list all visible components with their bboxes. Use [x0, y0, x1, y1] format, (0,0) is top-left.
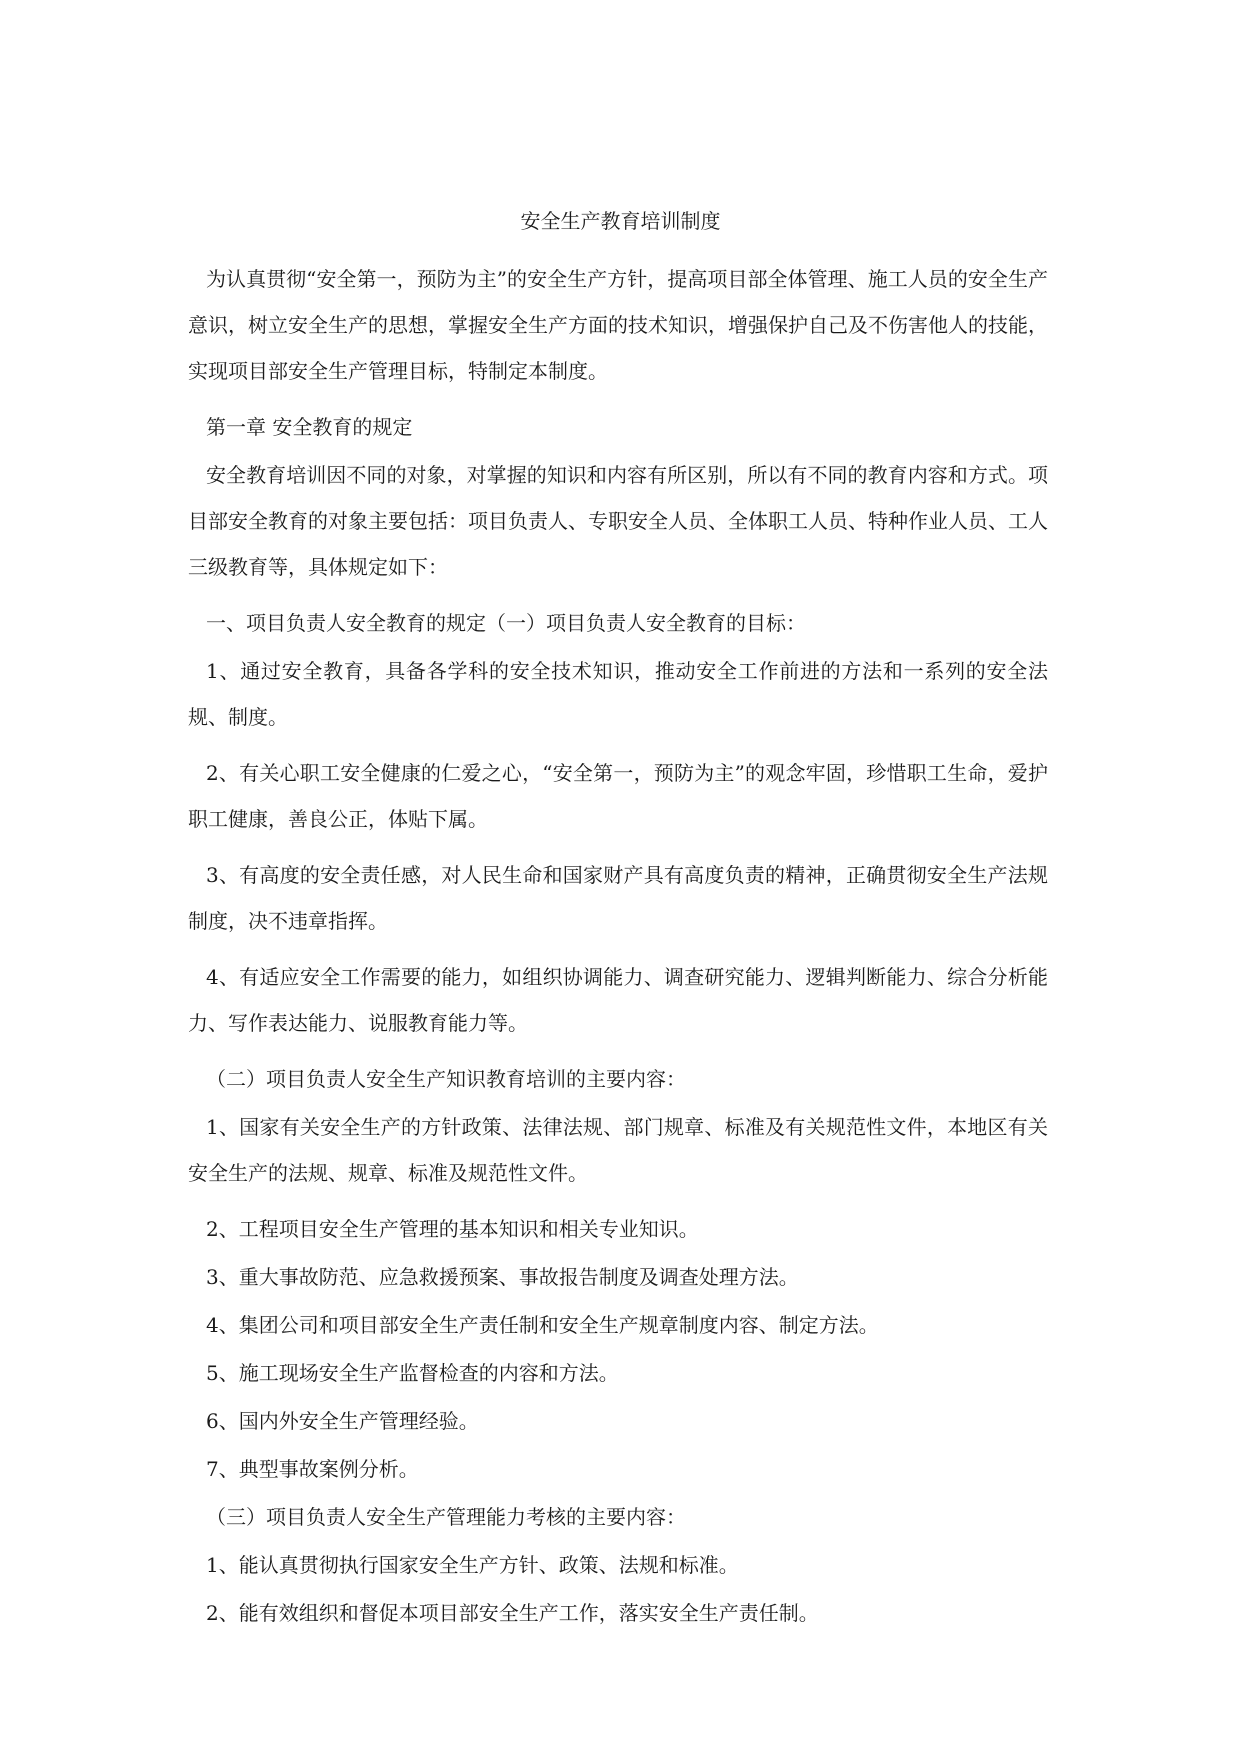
- paragraph-education-scope: 安全教育培训因不同的对象，对掌握的知识和内容有所区别，所以有不同的教育内容和方式。项目部安全教育的对象主要包括：项目负责人、专职安全人员、全体职工人员、特种作业人员、工人三级教育等，具体规定如下：: [188, 463, 1048, 579]
- section-heading-1: 一、项目负责人安全教育的规定（一）项目负责人安全教育的目标：: [206, 611, 806, 635]
- document-body: [188, 256, 1048, 1638]
- list-item: 1、能认真贯彻执行国家安全生产方针、政策、法规和标准。: [206, 1553, 739, 1577]
- chapter-heading: 第一章 安全教育的规定: [206, 415, 413, 439]
- list-item: 7、典型事故案例分析。: [206, 1457, 419, 1481]
- section-heading-3: （三）项目负责人安全生产管理能力考核的主要内容：: [206, 1505, 686, 1529]
- list-item: 6、国内外安全生产管理经验。: [206, 1409, 479, 1433]
- list-item: 4、有适应安全工作需要的能力，如组织协调能力、调查研究能力、逻辑判断能力、综合分析能力、写作表达能力、说服教育能力等。: [188, 965, 1048, 1035]
- list-item: 2、有关心职工安全健康的仁爱之心，“安全第一，预防为主”的观念牢固，珍惜职工生命，爱护职工健康，善良公正，体贴下属。: [188, 761, 1048, 831]
- list-item: 4、集团公司和项目部安全生产责任制和安全生产规章制度内容、制定方法。: [206, 1313, 879, 1337]
- list-item: 1、通过安全教育，具备各学科的安全技术知识，推动安全工作前进的方法和一系列的安全法规、制度。: [188, 659, 1048, 729]
- list-item: 2、能有效组织和督促本项目部安全生产工作，落实安全生产责任制。: [206, 1601, 819, 1625]
- section-heading-2: （二）项目负责人安全生产知识教育培训的主要内容：: [206, 1067, 686, 1091]
- list-item: 3、重大事故防范、应急救援预案、事故报告制度及调查处理方法。: [206, 1265, 799, 1289]
- list-item: 5、施工现场安全生产监督检查的内容和方法。: [206, 1361, 619, 1385]
- list-item: 1、国家有关安全生产的方针政策、法律法规、部门规章、标准及有关规范性文件，本地区有关安全生产的法规、规章、标准及规范性文件。: [188, 1115, 1048, 1185]
- list-item: 3、有高度的安全责任感，对人民生命和国家财产具有高度负责的精神，正确贯彻安全生产法规制度，决不违章指挥。: [188, 863, 1048, 933]
- paragraph-intro: 为认真贯彻“安全第一，预防为主”的安全生产方针，提高项目部全体管理、施工人员的安全生产意识，树立安全生产的思想，掌握安全生产方面的技术知识，增强保护自己及不伤害他人的技能，实现项目部安全生产管理目标，特制定本制度。: [188, 267, 1048, 383]
- document-title: 安全生产教育培训制度: [520, 209, 721, 233]
- list-item: 2、工程项目安全生产管理的基本知识和相关专业知识。: [206, 1217, 699, 1241]
